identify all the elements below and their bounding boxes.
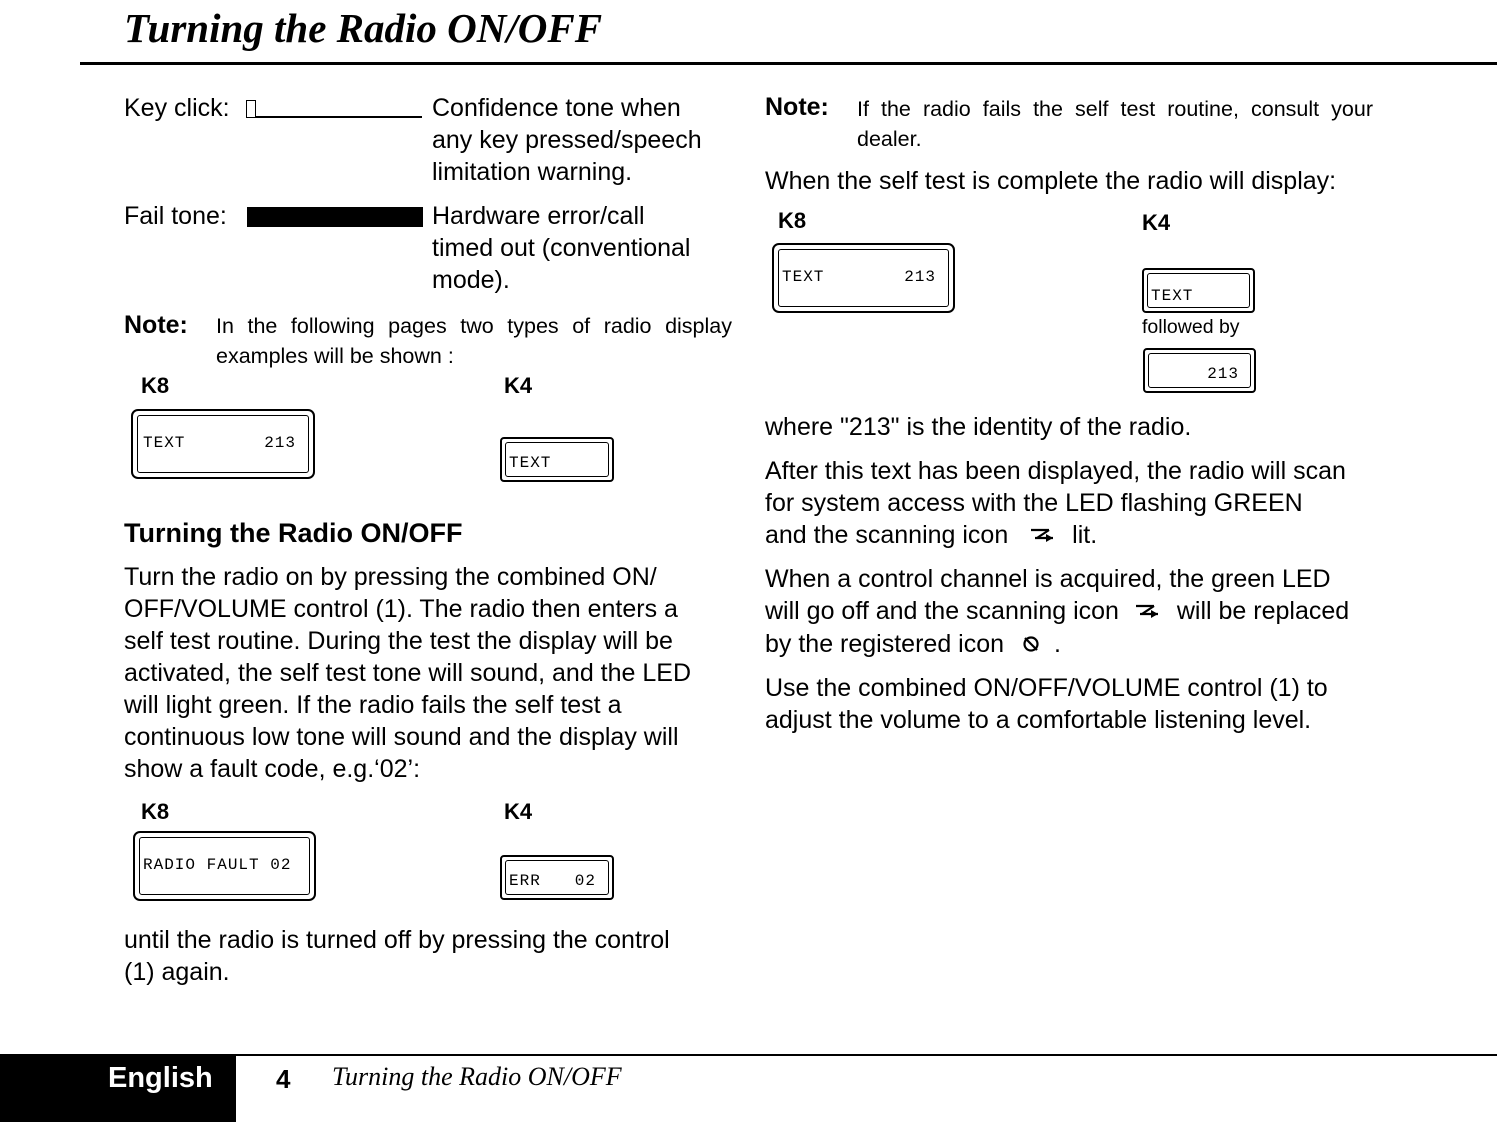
text-line: continuous low tone will sound and the display will — [124, 723, 679, 751]
scan-paragraph — [765, 455, 1346, 552]
text-fragment: will go off and the scanning icon — [765, 597, 1119, 625]
text-line: Use the combined ON/OFF/VOLUME control (1) to — [765, 674, 1328, 702]
text-line: Confidence tone when — [432, 94, 681, 122]
k4-label: K4 — [1142, 210, 1171, 235]
page-number: 4 — [276, 1064, 291, 1094]
text-line: examples will be shown : — [216, 344, 454, 368]
k4-complete-display — [1142, 268, 1255, 313]
k8-label: K8 — [141, 799, 170, 824]
text-line: will light green. If the radio fails the self test a — [124, 691, 622, 719]
identity-text: where "213" is the identity of the radio. — [765, 413, 1192, 441]
text-line: adjust the volume to a comfortable listening level. — [765, 706, 1312, 734]
lcd-screen — [139, 837, 310, 895]
note-text — [216, 311, 732, 371]
lcd-text: TEXT — [1151, 287, 1194, 305]
k4-display — [500, 437, 614, 482]
lcd-screen — [778, 249, 949, 307]
text-line: dealer. — [857, 127, 922, 151]
text-line — [765, 519, 1346, 552]
note-label: Note: — [124, 311, 188, 339]
text-fragment: by the registered icon — [765, 630, 1005, 659]
section-heading: Turning the Radio ON/OFF — [124, 518, 463, 548]
text-line: Hardware error/call — [432, 202, 645, 230]
header-rule — [80, 62, 1497, 65]
k8-label: K8 — [141, 373, 170, 398]
fail-tone-label: Fail tone: — [124, 202, 227, 230]
text-line: show a fault code, e.g.‘02’: — [124, 755, 421, 783]
page-title: Turning the Radio ON/OFF — [124, 5, 603, 51]
until-paragraph — [124, 924, 670, 988]
k8-fault-display — [133, 831, 316, 901]
lcd-text: 02 — [574, 872, 596, 890]
lcd-text: TEXT — [782, 268, 825, 286]
key-click-label: Key click: — [124, 94, 230, 122]
lcd-text: 213 — [1207, 365, 1239, 383]
text-fragment: . — [1053, 630, 1061, 659]
text-line: activated, the self test tone will sound, and the LED — [124, 659, 692, 687]
k4-identity-display — [1143, 348, 1256, 393]
lcd-screen — [137, 415, 309, 473]
k4-label: K4 — [504, 799, 533, 824]
lcd-text: TEXT — [509, 454, 552, 472]
lcd-text: RADIO FAULT 02 — [143, 856, 292, 874]
footer-title: Turning the Radio ON/OFF — [332, 1062, 622, 1091]
fail-tone-bar — [247, 207, 423, 227]
language-label: English — [108, 1062, 213, 1094]
key-click-tone-marker — [246, 100, 256, 118]
k8-label: K8 — [778, 208, 807, 233]
scanning-icon — [1029, 520, 1055, 552]
lcd-screen — [505, 442, 609, 477]
volume-paragraph — [765, 672, 1328, 736]
self-test-complete-text: When the self test is complete the radio will display: — [765, 167, 1337, 195]
lcd-text: TEXT — [143, 434, 186, 452]
key-click-description — [432, 92, 702, 188]
text-fragment: will be replaced — [1176, 597, 1350, 625]
section-paragraph — [124, 561, 691, 785]
key-click-tone-line — [256, 116, 422, 118]
k4-fault-display — [500, 855, 614, 900]
scanning-icon — [1134, 596, 1160, 628]
fail-tone-description — [432, 200, 690, 296]
text-line: until the radio is turned off by pressing the control — [124, 926, 670, 954]
text-line: Turn the radio on by pressing the combined ON/ — [124, 563, 657, 591]
text-line: limitation warning. — [432, 158, 633, 186]
text-line — [765, 595, 1349, 628]
lcd-screen — [505, 860, 609, 895]
text-line: self test routine. During the test the display will be — [124, 627, 673, 655]
lcd-screen — [1148, 353, 1251, 388]
text-fragment: lit. — [1072, 521, 1098, 549]
text-line: If the radio fails the self test routine, consult your — [857, 97, 1373, 121]
k8-complete-display — [772, 243, 955, 313]
text-fragment: and the scanning icon — [765, 521, 1009, 549]
acquired-paragraph — [765, 563, 1349, 662]
text-line: timed out (conventional — [432, 234, 691, 262]
k8-display — [131, 409, 315, 479]
text-line: After this text has been displayed, the radio will scan — [765, 457, 1346, 485]
text-line: any key pressed/speech — [432, 126, 702, 154]
lcd-text: ERR — [509, 872, 541, 890]
text-line — [765, 628, 1349, 661]
text-line: mode). — [432, 266, 510, 294]
text-line: When a control channel is acquired, the green LED — [765, 565, 1331, 593]
lcd-text: 213 — [904, 268, 936, 286]
lcd-text: 213 — [264, 434, 296, 452]
note-label: Note: — [765, 93, 829, 121]
text-line: In the following pages two types of radio display — [216, 314, 732, 338]
registered-icon — [1021, 630, 1041, 662]
text-line: OFF/VOLUME control (1). The radio then enters a — [124, 595, 678, 623]
lcd-screen — [1147, 273, 1250, 308]
followed-by-text: followed by — [1142, 316, 1240, 338]
text-line: (1) again. — [124, 958, 230, 986]
note-text — [857, 94, 1373, 154]
text-line: for system access with the LED flashing GREEN — [765, 489, 1303, 517]
k4-label: K4 — [504, 373, 533, 398]
